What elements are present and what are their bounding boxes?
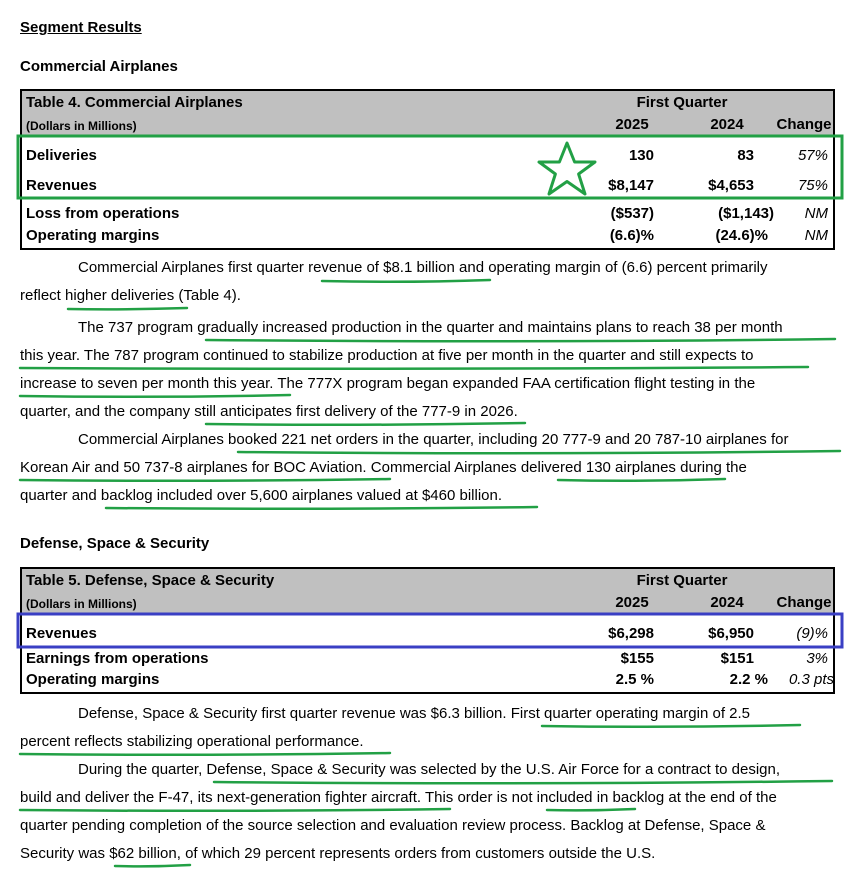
table-subtitle: (Dollars in Millions)	[26, 597, 137, 611]
col-change: Change	[776, 116, 832, 133]
paragraph-line: quarter pending completion of the source selection and evaluation review process. Backlog at Defense, Space &	[20, 817, 766, 834]
segment-results-heading: Segment Results	[20, 19, 142, 36]
table-row: Deliveries 130 83 57%	[26, 147, 828, 164]
paragraph-line: During the quarter, Defense, Space & Security was selected by the U.S. Air Force for a contract to design,	[78, 761, 781, 778]
underline	[322, 280, 490, 282]
col-2024: 2024	[710, 594, 744, 611]
underline	[20, 753, 390, 755]
paragraph-line: Security was $62 billion, of which 29 percent represents orders from customers outside the U.S.	[20, 845, 656, 862]
underline	[106, 507, 537, 509]
col-change: Change	[776, 594, 832, 611]
paragraph-line: increase to seven per month this year. The 777X program began expanded FAA certification flight testing in the	[20, 375, 756, 392]
underline	[206, 423, 525, 425]
defense-heading: Defense, Space & Security	[20, 535, 210, 552]
paragraph-line: quarter, and the company still anticipates first delivery of the 777-9 in 2026.	[20, 403, 518, 420]
paragraph-line: Commercial Airplanes first quarter revenue of $8.1 billion and operating margin of (6.6) percent primarily	[78, 259, 768, 276]
period-header: First Quarter	[636, 572, 728, 589]
table-row: Operating margins 2.5 % 2.2 % 0.3 pts	[26, 671, 834, 688]
underline	[20, 809, 450, 811]
underline	[547, 809, 635, 810]
paragraph-line: Defense, Space & Security first quarter revenue was $6.3 billion. First quarter operating margin of 2.5	[78, 705, 751, 722]
paragraph-line: Korean Air and 50 737-8 airplanes for BOC Aviation. Commercial Airplanes delivered 130 airplanes during the	[20, 459, 747, 476]
table-defense-space-security	[20, 567, 835, 694]
paragraph-line: this year. The 787 program continued to stabilize production at five per month in the quarter and still expects to	[20, 347, 754, 364]
col-2024: 2024	[710, 116, 744, 133]
table-row: Revenues $6,298 $6,950 (9)%	[26, 625, 828, 642]
table-subtitle: (Dollars in Millions)	[26, 119, 137, 133]
table-row: Operating margins (6.6)% (24.6)% NM	[26, 227, 828, 244]
table-title: Table 4. Commercial Airplanes	[26, 94, 243, 111]
table-header	[22, 91, 833, 137]
period-header: First Quarter	[636, 94, 728, 111]
table-commercial-airplanes	[20, 89, 835, 250]
underline	[68, 308, 187, 309]
commercial-airplanes-heading: Commercial Airplanes	[20, 58, 178, 75]
paragraph-line: Commercial Airplanes booked 221 net orders in the quarter, including 20 777-9 and 20 787-10 airplanes for	[78, 431, 789, 448]
underline	[542, 725, 800, 727]
underline	[20, 367, 808, 369]
table-row: Earnings from operations $155 $151 3%	[26, 650, 828, 667]
paragraph-line: percent reflects stabilizing operational performance.	[20, 733, 364, 750]
table-title: Table 5. Defense, Space & Security	[26, 572, 275, 589]
underline	[20, 479, 390, 481]
underline	[206, 339, 835, 341]
underline	[115, 865, 190, 866]
table-header	[22, 569, 833, 615]
paragraph-line: reflect higher deliveries (Table 4).	[20, 287, 241, 304]
paragraph-line: The 737 program gradually increased production in the quarter and maintains plans to reach 38 per month	[78, 319, 783, 336]
underline	[238, 451, 840, 453]
col-2025: 2025	[615, 116, 649, 133]
paragraph-line: quarter and backlog included over 5,600 airplanes valued at $460 billion.	[20, 487, 502, 504]
underline	[20, 395, 290, 397]
underline	[558, 479, 725, 481]
table-row: Revenues $8,147 $4,653 75%	[26, 177, 828, 194]
underline	[214, 781, 832, 783]
paragraph-line: build and deliver the F-47, its next-generation fighter aircraft. This order is not included in backlog at the end of the	[20, 789, 777, 806]
col-2025: 2025	[615, 594, 649, 611]
table-row: Loss from operations ($537) ($1,143) NM	[26, 205, 828, 222]
